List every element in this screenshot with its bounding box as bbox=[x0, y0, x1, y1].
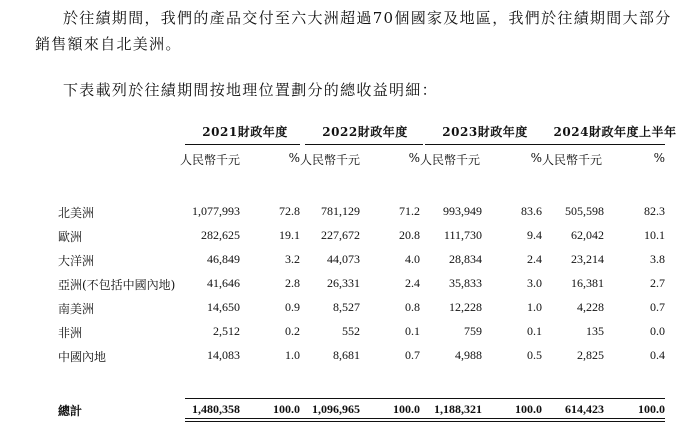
total-bottom-rule-1 bbox=[185, 418, 665, 419]
amount-cell: 23,214 bbox=[571, 252, 604, 266]
region-label: 中國內地 bbox=[58, 350, 107, 364]
amount-cell: 14,083 bbox=[207, 348, 240, 362]
percent-cell: 0.9 bbox=[285, 300, 300, 314]
percent-cell: 72.8 bbox=[279, 204, 300, 218]
amount-cell: 2,512 bbox=[213, 324, 240, 338]
region-label: 非洲 bbox=[58, 326, 83, 340]
period-underline-2022 bbox=[305, 144, 423, 145]
percent-cell: 0.2 bbox=[285, 324, 300, 338]
percent-cell: 9.4 bbox=[527, 228, 542, 242]
table-row bbox=[0, 228, 700, 248]
period-header-2023: 2023財政年度 bbox=[442, 125, 528, 139]
percent-cell: 100.0 bbox=[393, 402, 420, 416]
amount-cell: 1,188,321 bbox=[434, 402, 482, 416]
amount-cell: 35,833 bbox=[449, 276, 482, 290]
unit-percent-2024h1: % bbox=[653, 151, 665, 165]
region-label: 總計 bbox=[58, 404, 83, 418]
percent-cell: 20.8 bbox=[399, 228, 420, 242]
amount-cell: 8,527 bbox=[333, 300, 360, 314]
amount-cell: 282,625 bbox=[201, 228, 240, 242]
percent-cell: 0.1 bbox=[527, 324, 542, 338]
percent-cell: 4.0 bbox=[405, 252, 420, 266]
percent-cell: 0.7 bbox=[650, 300, 665, 314]
unit-amount-2024h1: 人民幣千元 bbox=[541, 153, 602, 167]
amount-cell: 46,849 bbox=[207, 252, 240, 266]
percent-cell: 10.1 bbox=[644, 228, 665, 242]
amount-cell: 4,988 bbox=[455, 348, 482, 362]
amount-cell: 14,650 bbox=[207, 300, 240, 314]
amount-cell: 111,730 bbox=[443, 228, 482, 242]
percent-cell: 0.4 bbox=[650, 348, 665, 362]
amount-cell: 1,480,358 bbox=[192, 402, 240, 416]
percent-cell: 3.8 bbox=[650, 252, 665, 266]
period-underline-2023 bbox=[425, 144, 545, 145]
percent-cell: 100.0 bbox=[273, 402, 300, 416]
region-label: 南美洲 bbox=[58, 302, 95, 316]
period-header-2022: 2022財政年度 bbox=[322, 125, 408, 139]
region-label: 北美洲 bbox=[58, 206, 95, 220]
amount-cell: 2,825 bbox=[577, 348, 604, 362]
unit-amount-2021: 人民幣千元 bbox=[179, 153, 240, 167]
amount-cell: 41,646 bbox=[207, 276, 240, 290]
unit-amount-2023: 人民幣千元 bbox=[419, 153, 480, 167]
percent-cell: 0.0 bbox=[650, 324, 665, 338]
total-row bbox=[0, 402, 700, 422]
percent-cell: 0.8 bbox=[405, 300, 420, 314]
percent-cell: 1.0 bbox=[527, 300, 542, 314]
percent-cell: 3.0 bbox=[527, 276, 542, 290]
percent-cell: 83.6 bbox=[521, 204, 542, 218]
amount-cell: 993,949 bbox=[443, 204, 482, 218]
unit-amount-2022: 人民幣千元 bbox=[299, 153, 360, 167]
unit-percent-2021: % bbox=[288, 151, 300, 165]
percent-cell: 100.0 bbox=[515, 402, 542, 416]
total-bottom-rule-2 bbox=[185, 421, 665, 422]
amount-cell: 4,228 bbox=[577, 300, 604, 314]
percent-cell: 1.0 bbox=[285, 348, 300, 362]
amount-cell: 227,672 bbox=[321, 228, 360, 242]
amount-cell: 135 bbox=[586, 324, 604, 338]
percent-cell: 2.4 bbox=[527, 252, 542, 266]
amount-cell: 505,598 bbox=[565, 204, 604, 218]
percent-cell: 0.1 bbox=[405, 324, 420, 338]
amount-cell: 614,423 bbox=[565, 402, 604, 416]
table-row bbox=[0, 204, 700, 224]
intro-paragraph: 於往績期間，我們的產品交付至六大洲超過70個國家及地區，我們於往績期間大部分銷售額來自北美洲。 bbox=[35, 9, 672, 53]
percent-cell: 0.7 bbox=[405, 348, 420, 362]
amount-cell: 1,096,965 bbox=[312, 402, 360, 416]
amount-cell: 62,042 bbox=[571, 228, 604, 242]
table-row bbox=[0, 324, 700, 344]
percent-cell: 19.1 bbox=[279, 228, 300, 242]
region-label: 大洋洲 bbox=[58, 254, 95, 268]
amount-cell: 26,331 bbox=[327, 276, 360, 290]
table-intro: 下表載列於往績期間按地理位置劃分的總收益明細： bbox=[63, 81, 438, 99]
amount-cell: 16,381 bbox=[571, 276, 604, 290]
percent-cell: 2.4 bbox=[405, 276, 420, 290]
percent-cell: 0.5 bbox=[527, 348, 542, 362]
percent-cell: 2.8 bbox=[285, 276, 300, 290]
amount-cell: 12,228 bbox=[449, 300, 482, 314]
table-row bbox=[0, 348, 700, 368]
table-row bbox=[0, 252, 700, 272]
total-top-rule bbox=[185, 398, 665, 399]
table-row bbox=[0, 276, 700, 296]
unit-percent-2022: % bbox=[408, 151, 420, 165]
table-row bbox=[0, 300, 700, 320]
period-header-2021: 2021財政年度 bbox=[202, 125, 288, 139]
amount-cell: 28,834 bbox=[449, 252, 482, 266]
region-label: 亞洲(不包括中國內地) bbox=[58, 278, 176, 292]
percent-cell: 71.2 bbox=[399, 204, 420, 218]
amount-cell: 44,073 bbox=[327, 252, 360, 266]
unit-percent-2023: % bbox=[530, 151, 542, 165]
percent-cell: 82.3 bbox=[644, 204, 665, 218]
percent-cell: 3.2 bbox=[285, 252, 300, 266]
period-underline-2024h1 bbox=[545, 144, 665, 145]
amount-cell: 1,077,993 bbox=[192, 204, 240, 218]
region-label: 歐洲 bbox=[58, 230, 83, 244]
amount-cell: 781,129 bbox=[321, 204, 360, 218]
percent-cell: 2.7 bbox=[650, 276, 665, 290]
period-underline-2021 bbox=[185, 144, 300, 145]
percent-cell: 100.0 bbox=[638, 402, 665, 416]
amount-cell: 759 bbox=[464, 324, 482, 338]
amount-cell: 552 bbox=[342, 324, 360, 338]
amount-cell: 8,681 bbox=[333, 348, 360, 362]
period-header-2024h1: 2024財政年度上半年 bbox=[553, 125, 677, 139]
